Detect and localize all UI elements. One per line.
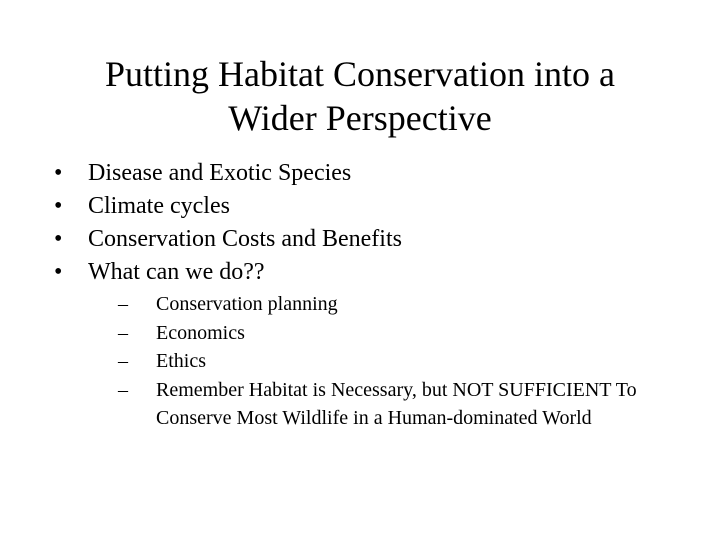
- sub-bullet-item: [118, 347, 678, 376]
- bullet-item: [54, 157, 402, 190]
- bullet-marker: •: [54, 193, 63, 219]
- title-line: Putting Habitat Conservation into a: [105, 54, 615, 94]
- title-line: Wider Perspective: [228, 98, 492, 138]
- bullet-text: Climate cycles: [88, 193, 230, 219]
- sub-bullet-text: Conservation planning: [156, 293, 338, 315]
- sub-bullet-item: [118, 319, 678, 348]
- bullet-marker: •: [54, 160, 63, 186]
- sub-bullet-text: Remember Habitat is Necessary, but NOT SUFFICIENT To Conserve Most Wildlife in a Human-dominated World: [156, 378, 637, 429]
- bullet-text: Conservation Costs and Benefits: [88, 226, 402, 252]
- sub-bullet-marker: –: [118, 378, 128, 401]
- sub-bullet-item: [118, 290, 678, 319]
- sub-bullet-item: [118, 376, 678, 433]
- sub-bullet-marker: –: [118, 321, 128, 344]
- bullet-item: [54, 256, 402, 289]
- bullet-text: Disease and Exotic Species: [88, 160, 352, 186]
- sub-bullet-text: Economics: [156, 321, 245, 344]
- sub-bullet-text: Ethics: [156, 350, 206, 372]
- bullet-text: What can we do??: [88, 259, 265, 285]
- bullet-marker: •: [54, 259, 63, 285]
- bullet-list: [54, 157, 402, 289]
- sub-bullet-marker: –: [118, 350, 128, 372]
- sub-bullet-marker: –: [118, 293, 128, 315]
- bullet-item: [54, 190, 402, 223]
- bullet-marker: •: [54, 226, 63, 252]
- bullet-item: [54, 223, 402, 256]
- sub-bullet-list: [118, 290, 678, 433]
- slide-title: [36, 52, 684, 140]
